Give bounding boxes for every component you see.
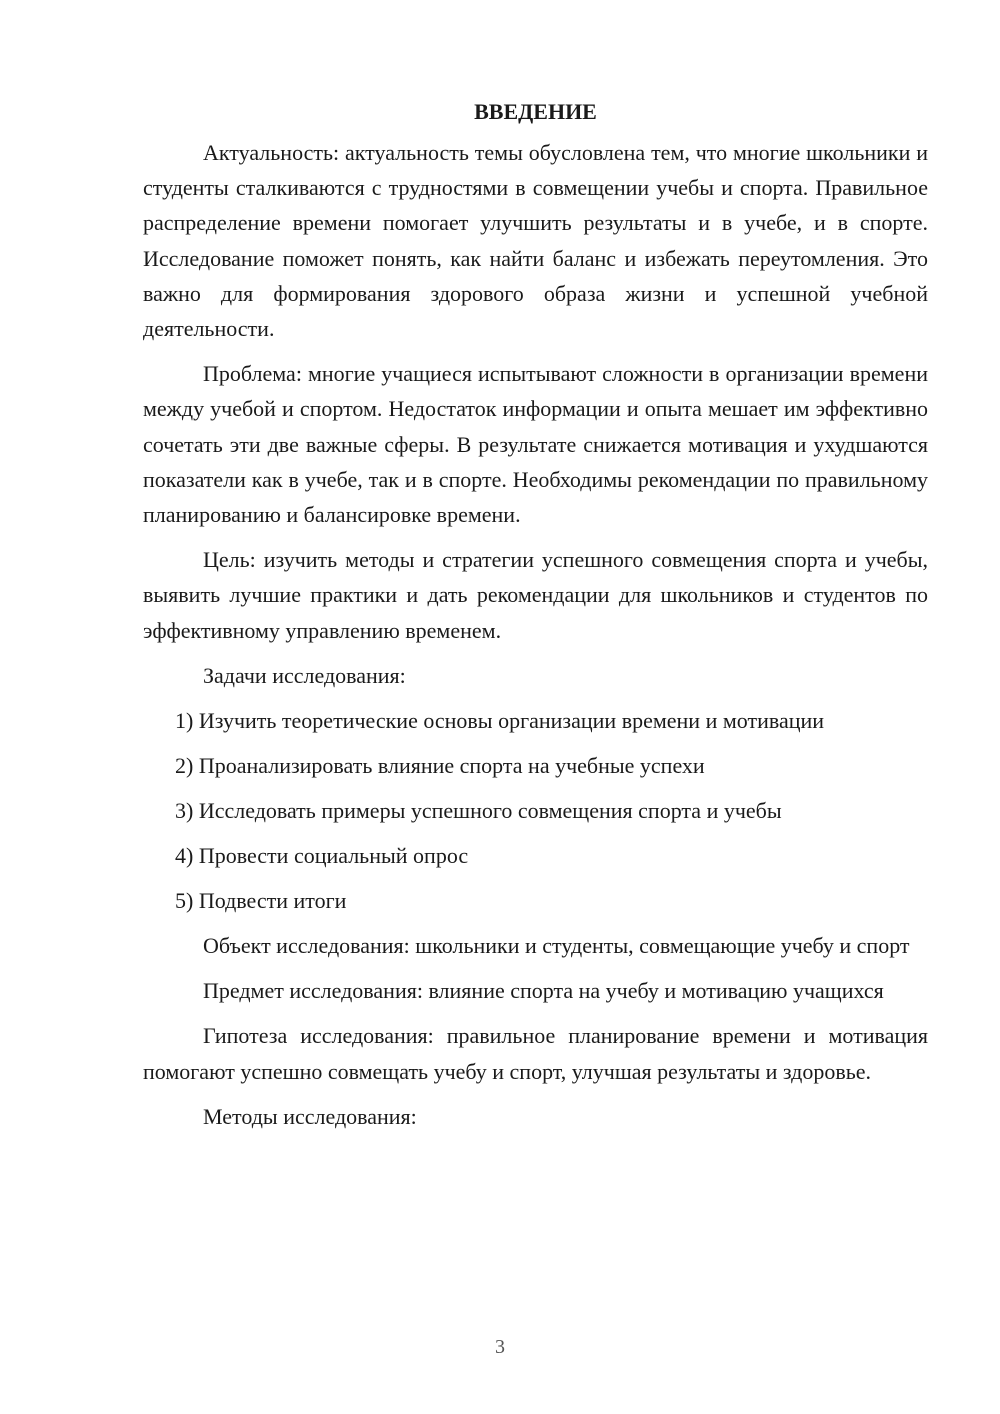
task-item-5: 5) Подвести итоги bbox=[175, 888, 347, 914]
object-paragraph: Объект исследования: школьники и студенты, совмещающие учебу и спорт bbox=[203, 933, 910, 959]
tasks-list bbox=[143, 703, 928, 918]
subject-paragraph: Предмет исследования: влияние спорта на учебу и мотивацию учащихся bbox=[203, 978, 884, 1004]
page-number: 3 bbox=[495, 1336, 505, 1358]
relevance-paragraph: Актуальность: актуальность темы обусловлена тем, что многие школьники и студенты сталкиваются с трудностями в совмещении учебы и спорта. Правильное распределение времени помогает улучшить результаты и в учебе, и в спорте. Исследование поможет понять, как найти баланс и избежать переутомления. Это важно для формирования здорового образа жизни и успешной учебной деятельности. bbox=[143, 140, 928, 342]
tasks-label: Задачи исследования: bbox=[203, 662, 406, 688]
hypothesis-paragraph: Гипотеза исследования: правильное планирование времени и мотивация помогают успешно совмещать учебу и спорт, улучшая результаты и здоровье. bbox=[143, 1023, 928, 1084]
task-item-3: 3) Исследовать примеры успешного совмещения спорта и учебы bbox=[175, 798, 782, 824]
task-item-4: 4) Провести социальный опрос bbox=[175, 843, 469, 869]
task-item-2: 2) Проанализировать влияние спорта на учебные успехи bbox=[175, 753, 705, 779]
problem-paragraph: Проблема: многие учащиеся испытывают сложности в организации времени между учебой и спортом. Недостаток информации и опыта мешает им эффективно сочетать эти две важные сферы. В результате снижается мотивация и ухудшаются показатели как в учебе, так и в спорте. Необходимы рекомендации по правильному планированию и балансировке времени. bbox=[143, 361, 928, 528]
page-content bbox=[143, 94, 928, 1144]
section-heading: ВВЕДЕНИЕ bbox=[474, 99, 597, 124]
task-item-1: 1) Изучить теоретические основы организации времени и мотивации bbox=[175, 708, 825, 734]
methods-label: Методы исследования: bbox=[203, 1103, 417, 1129]
goal-paragraph: Цель: изучить методы и стратегии успешного совмещения спорта и учебы, выявить лучшие практики и дать рекомендации для школьников и студентов по эффективному управлению временем. bbox=[143, 547, 928, 643]
